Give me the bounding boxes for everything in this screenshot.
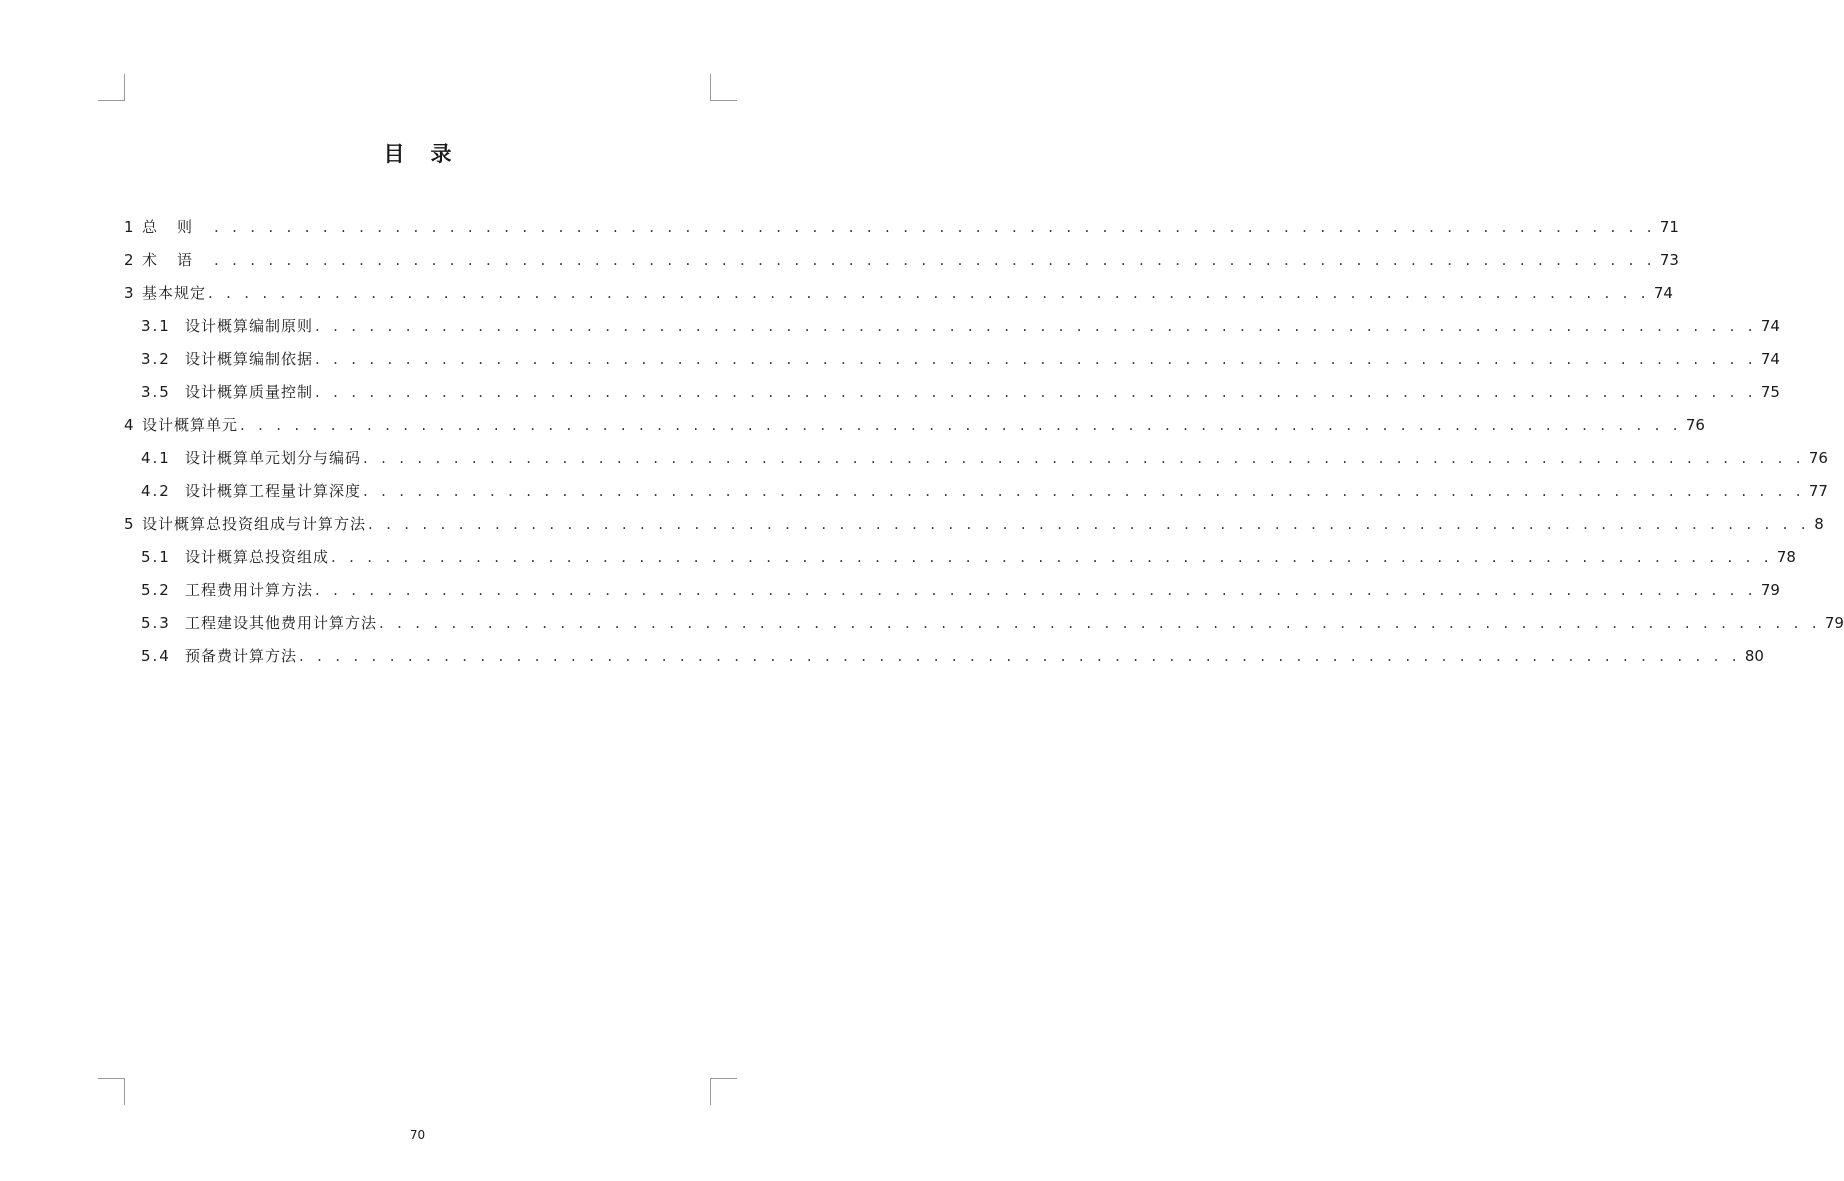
toc-section-entry[interactable] [124,640,1764,673]
toc-entry-page: 74 [1653,284,1673,302]
crop-mark-bottom-right [710,1078,737,1105]
toc-entry-page: 80 [1744,647,1764,665]
toc-dot-leader: . . . . . . . . . . . . . . . . . . . . . . . . . . . . . . . . . . . . . . . . . . . . . . . . . . . . . . . . . . . . . . . . . . . . . . . . . . . . . . . . [208,284,1650,302]
crop-mark-top-right [710,74,737,101]
toc-entry-number: 5.2 [141,581,171,599]
toc-entry-number: 5.4 [141,647,171,665]
toc-dot-leader: . . . . . . . . . . . . . . . . . . . . . . . . . . . . . . . . . . . . . . . . . . . . . . . . . . . . . . . . . . . . . . . . . . . . . . . . . . . . . . . . [368,515,1810,533]
toc-dot-leader: . . . . . . . . . . . . . . . . . . . . . . . . . . . . . . . . . . . . . . . . . . . . . . . . . . . . . . . . . . . . . . . . . . . . . . . . . . . . . . . . [315,317,1757,335]
toc-section-entry[interactable] [124,475,1828,508]
toc-chapter-entry[interactable] [124,277,1673,310]
toc-entry-label: 术语 [142,251,213,269]
toc-entry-number: 5.3 [141,614,171,632]
toc-chapter-entry[interactable] [124,508,1824,541]
toc-section-entry[interactable] [124,607,1844,640]
toc-entry-page: 71 [1659,218,1679,236]
toc-entry-number: 5.1 [141,548,171,566]
toc-title: 目录 [383,142,478,166]
toc-entry-page: 75 [1760,383,1780,401]
toc-entry-label: 设计概算编制依据 [185,350,314,368]
toc-section-entry[interactable] [124,343,1780,376]
toc-entry-number: 4 [124,416,134,434]
toc-entry-page: 76 [1808,449,1828,467]
toc-entry-number: 5 [124,515,134,533]
toc-entry-page: 74 [1760,350,1780,368]
crop-mark-bottom-left [98,1078,125,1105]
toc-dot-leader: . . . . . . . . . . . . . . . . . . . . . . . . . . . . . . . . . . . . . . . . . . . . . . . . . . . . . . . . . . . . . . . . . . . . . . . . . . . . . . . . [315,350,1757,368]
toc-entry-label: 设计概算单元划分与编码 [185,449,362,467]
toc-dot-leader: . . . . . . . . . . . . . . . . . . . . . . . . . . . . . . . . . . . . . . . . . . . . . . . . . . . . . . . . . . . . . . . . . . . . . . . . . . . . . . . . [363,449,1805,467]
toc-entry-label: 设计概算总投资组成 [185,548,330,566]
toc-entry-page: 76 [1685,416,1705,434]
toc-entry-number: 1 [124,218,134,236]
toc-entry-page: 79 [1824,614,1844,632]
toc-entry-label: 总则 [142,218,213,236]
toc-entry-number: 4.1 [141,449,171,467]
page-number: 70 [409,1128,426,1142]
toc-dot-leader: . . . . . . . . . . . . . . . . . . . . . . . . . . . . . . . . . . . . . . . . . . . . . . . . . . . . . . . . . . . . . . . . . . . . . . . . . . . . . . . . [299,647,1741,665]
toc-dot-leader: . . . . . . . . . . . . . . . . . . . . . . . . . . . . . . . . . . . . . . . . . . . . . . . . . . . . . . . . . . . . . . . . . . . . . . . . . . . . . . . . [315,581,1757,599]
toc-entry-number: 3 [124,284,134,302]
toc-entry-label: 设计概算单元 [142,416,239,434]
toc-entry-label: 基本规定 [142,284,207,302]
toc-entry-label: 设计概算总投资组成与计算方法 [142,515,367,533]
toc-entry-page: 79 [1760,581,1780,599]
toc-entry-number: 3.2 [141,350,171,368]
toc-section-entry[interactable] [124,541,1796,574]
toc-entry-page: 78 [1776,548,1796,566]
toc-section-entry[interactable] [124,574,1780,607]
crop-mark-top-left [98,74,125,101]
toc-dot-leader: . . . . . . . . . . . . . . . . . . . . . . . . . . . . . . . . . . . . . . . . . . . . . . . . . . . . . . . . . . . . . . . . . . . . . . . . . . . . . . . . [240,416,1682,434]
toc-entry-label: 设计概算工程量计算深度 [185,482,362,500]
toc-chapter-entry[interactable] [124,409,1705,442]
toc-section-entry[interactable] [124,442,1828,475]
toc-entry-label: 设计概算质量控制 [185,383,314,401]
toc-entry-number: 2 [124,251,134,269]
toc-dot-leader: . . . . . . . . . . . . . . . . . . . . . . . . . . . . . . . . . . . . . . . . . . . . . . . . . . . . . . . . . . . . . . . . . . . . . . . . . . . . . . . . [379,614,1821,632]
toc-dot-leader: . . . . . . . . . . . . . . . . . . . . . . . . . . . . . . . . . . . . . . . . . . . . . . . . . . . . . . . . . . . . . . . . . . . . . . . . . . . . . . . . [315,383,1757,401]
toc-dot-leader: . . . . . . . . . . . . . . . . . . . . . . . . . . . . . . . . . . . . . . . . . . . . . . . . . . . . . . . . . . . . . . . . . . . . . . . . . . . . . . . . [214,218,1656,236]
table-of-contents [124,211,1844,673]
toc-chapter-entry[interactable] [124,211,1679,244]
toc-entry-label: 预备费计算方法 [185,647,298,665]
toc-section-entry[interactable] [124,376,1780,409]
toc-dot-leader: . . . . . . . . . . . . . . . . . . . . . . . . . . . . . . . . . . . . . . . . . . . . . . . . . . . . . . . . . . . . . . . . . . . . . . . . . . . . . . . . [331,548,1773,566]
toc-chapter-entry[interactable] [124,244,1679,277]
toc-entry-page: 8 [1814,515,1824,533]
toc-section-entry[interactable] [124,310,1780,343]
toc-entry-number: 4.2 [141,482,171,500]
toc-entry-label: 工程建设其他费用计算方法 [185,614,378,632]
toc-entry-page: 77 [1808,482,1828,500]
toc-entry-label: 工程费用计算方法 [185,581,314,599]
toc-dot-leader: . . . . . . . . . . . . . . . . . . . . . . . . . . . . . . . . . . . . . . . . . . . . . . . . . . . . . . . . . . . . . . . . . . . . . . . . . . . . . . . . [363,482,1805,500]
toc-entry-page: 73 [1659,251,1679,269]
toc-entry-page: 74 [1760,317,1780,335]
toc-entry-number: 3.5 [141,383,171,401]
toc-dot-leader: . . . . . . . . . . . . . . . . . . . . . . . . . . . . . . . . . . . . . . . . . . . . . . . . . . . . . . . . . . . . . . . . . . . . . . . . . . . . . . . . [214,251,1656,269]
toc-entry-number: 3.1 [141,317,171,335]
toc-entry-label: 设计概算编制原则 [185,317,314,335]
